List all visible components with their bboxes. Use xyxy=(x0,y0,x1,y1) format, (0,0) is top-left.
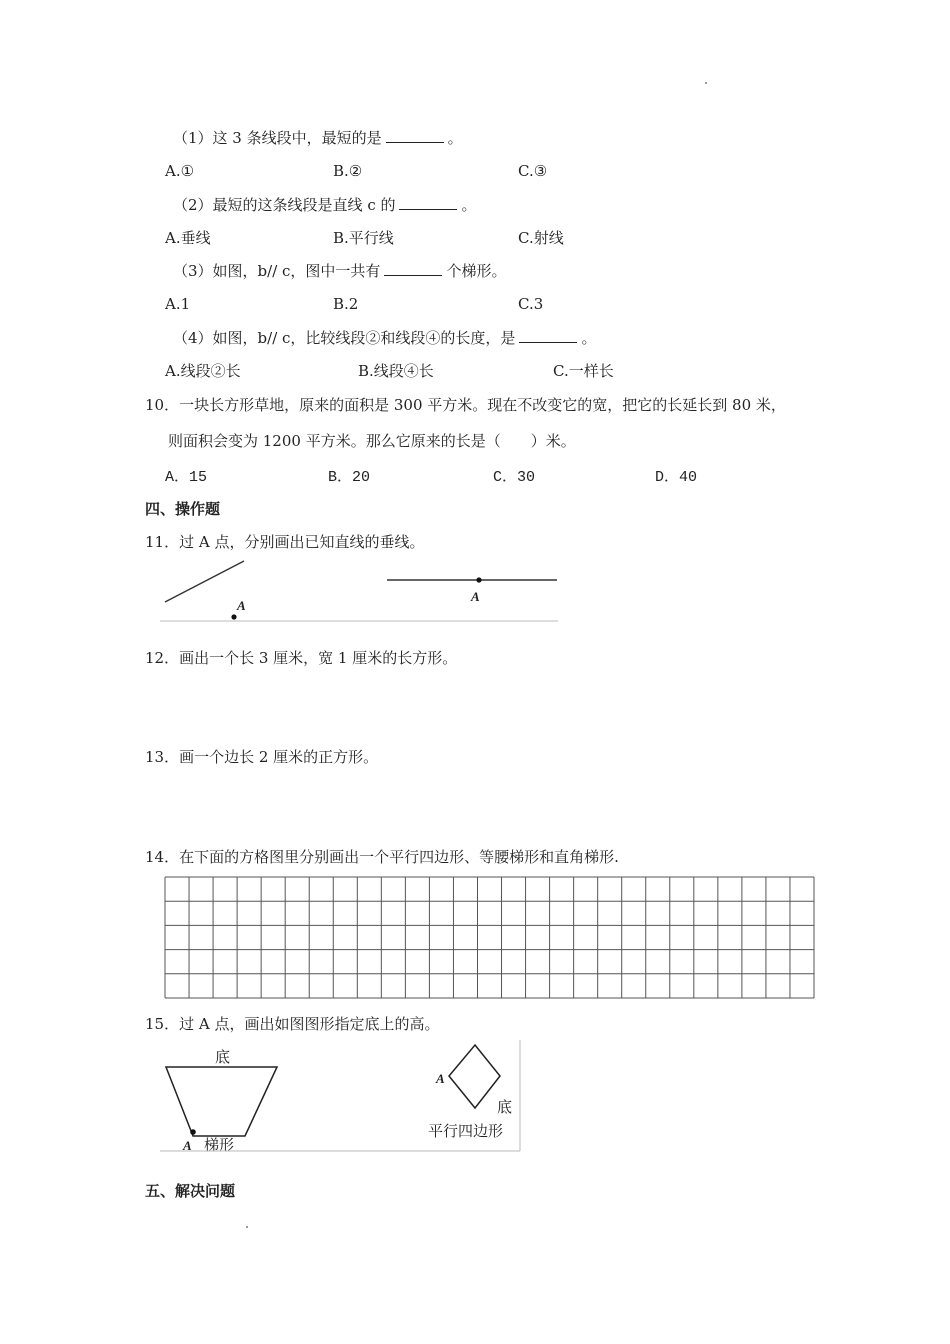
q11-text: 11．过 A 点，分别画出已知直线的垂线。 xyxy=(145,533,425,551)
trapezoid xyxy=(166,1067,277,1136)
q9-p3-opt-b: B.2 xyxy=(333,295,359,313)
given-line-slanted xyxy=(165,561,244,602)
q14-text: 14．在下面的方格图里分别画出一个平行四边形、等腰梯形和直角梯形. xyxy=(145,848,619,866)
parallelogram xyxy=(449,1045,500,1108)
q9-p1-opt-c: C.③ xyxy=(518,162,548,180)
q14-grid[interactable] xyxy=(164,876,815,1000)
point-a xyxy=(231,614,236,619)
point-a-label: A xyxy=(436,1071,445,1086)
answer-blank[interactable] xyxy=(399,195,457,210)
section-heading-5: 五、解决问题 xyxy=(145,1182,236,1200)
q10-opt-c: C．30 xyxy=(493,469,536,486)
q9-part4: （4）如图，b// c，比较线段②和线段④的长度，是 。 xyxy=(173,329,597,347)
q10-opt-a: A．15 xyxy=(165,469,208,486)
trapezoid-name-label: 梯形 xyxy=(204,1138,235,1154)
q10-line1: 10．一块长方形草地，原来的面积是 300 平方米。现在不改变它的宽，把它的长延长到 80 米， xyxy=(145,396,786,414)
answer-blank[interactable] xyxy=(519,328,577,343)
mark-dot xyxy=(246,1226,248,1228)
q9-p2-opt-b: B.平行线 xyxy=(333,229,394,247)
answer-blank[interactable] xyxy=(384,261,442,276)
point-a xyxy=(476,577,481,582)
q9-part3: （3）如图，b// c，图中一共有 个梯形。 xyxy=(173,262,507,280)
q9-p2-opt-c: C.射线 xyxy=(518,229,564,247)
q12-text: 12．画出一个长 3 厘米，宽 1 厘米的长方形。 xyxy=(145,649,458,667)
point-a-label: A xyxy=(237,598,246,613)
q9-p1-opt-a: A.① xyxy=(165,162,195,180)
q10-line2: 则面积会变为 1200 平方米。那么它原来的长是（ ）米。 xyxy=(168,432,576,450)
q9-part2: （2）最短的这条线段是直线 c 的 。 xyxy=(173,196,477,214)
q15-text: 15．过 A 点，画出如图图形指定底上的高。 xyxy=(145,1015,440,1033)
q13-text: 13．画一个边长 2 厘米的正方形。 xyxy=(145,748,379,766)
point-a-label: A xyxy=(183,1138,192,1153)
q11-figure xyxy=(160,556,560,624)
trapezoid-base-label: 底 xyxy=(215,1050,231,1066)
q9-p2-opt-a: A.垂线 xyxy=(165,229,211,247)
q9-p4-opt-b: B.线段④长 xyxy=(358,362,434,380)
q10-opt-b: B．20 xyxy=(328,469,371,486)
mark-dot xyxy=(705,82,707,84)
parallelogram-name-label: 平行四边形 xyxy=(428,1124,504,1140)
answer-blank[interactable] xyxy=(386,128,444,143)
parallelogram-base-label: 底 xyxy=(497,1100,513,1116)
q15-figure xyxy=(160,1040,522,1154)
q9-part1: （1）这 3 条线段中，最短的是 。 xyxy=(173,129,463,147)
section-heading-4: 四、操作题 xyxy=(145,500,221,518)
q9-p3-opt-c: C.3 xyxy=(518,295,544,313)
point-a xyxy=(190,1129,196,1135)
q9-p3-opt-a: A.1 xyxy=(165,295,191,313)
q9-p4-opt-a: A.线段②长 xyxy=(165,362,241,380)
q9-p1-opt-b: B.② xyxy=(333,162,363,180)
point-a-label: A xyxy=(471,589,480,604)
q9-p4-opt-c: C.一样长 xyxy=(553,362,614,380)
q10-opt-d: D．40 xyxy=(655,469,698,486)
